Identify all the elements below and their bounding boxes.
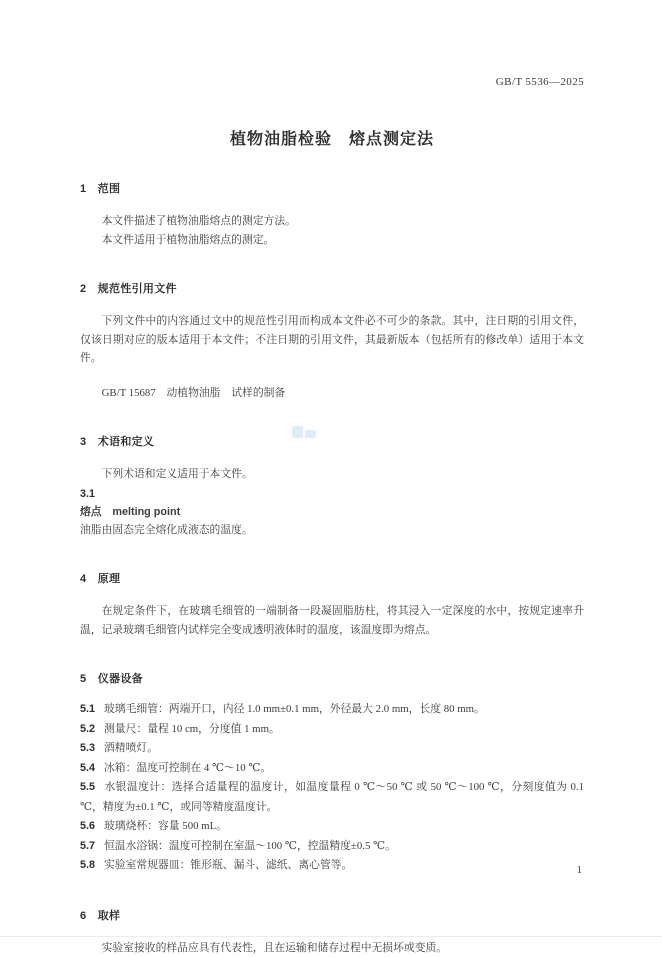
clause-text: 冰箱：温度可控制在 4 ℃～10 ℃。 bbox=[104, 762, 271, 774]
list-item bbox=[80, 739, 584, 759]
clause-text: 玻璃烧杯：容量 500 mL。 bbox=[104, 820, 227, 832]
list-item bbox=[80, 700, 584, 720]
section-principle bbox=[80, 570, 584, 639]
list-item bbox=[80, 856, 584, 876]
standard-number: GB/T 5536—2025 bbox=[80, 76, 584, 88]
clause-text: 恒温水浴锅：温度可控制在室温～100 ℃，控温精度±0.5 ℃。 bbox=[104, 840, 396, 852]
paragraph: 本文件适用于植物油脂熔点的测定。 bbox=[80, 231, 584, 250]
paragraph: 下列术语和定义适用于本文件。 bbox=[80, 465, 584, 483]
page-number: 1 bbox=[577, 864, 583, 876]
section-heading: 1 范围 bbox=[80, 180, 584, 196]
section-heading: 3 术语和定义 bbox=[80, 433, 584, 449]
section-heading: 6 取样 bbox=[80, 907, 584, 923]
clause-number: 5.8 bbox=[80, 859, 95, 871]
document-title: 植物油脂检验 熔点测定法 bbox=[80, 126, 584, 149]
clause-number: 5.6 bbox=[80, 820, 95, 832]
list-item bbox=[80, 720, 584, 740]
paragraph: 实验室接收的样品应具有代表性，且在运输和储存过程中无损坏或变质。 bbox=[80, 939, 584, 957]
apparatus-list bbox=[80, 700, 584, 876]
clause-text: 测量尺：量程 10 cm，分度值 1 mm。 bbox=[104, 723, 280, 735]
clause-number: 5.1 bbox=[80, 703, 95, 715]
clause-number: 5.7 bbox=[80, 840, 95, 852]
clause-text: 实验室常规器皿：锥形瓶、漏斗、滤纸、离心管等。 bbox=[104, 859, 352, 871]
section-heading: 2 规范性引用文件 bbox=[80, 280, 584, 296]
section-sampling bbox=[80, 907, 584, 957]
section-scope bbox=[80, 180, 584, 249]
clause-text: 玻璃毛细管：两端开口，内径 1.0 mm±0.1 mm，外径最大 2.0 mm，长度 80 mm。 bbox=[104, 703, 485, 715]
clause-text: 酒精喷灯。 bbox=[104, 742, 158, 754]
clause-text: 水银温度计：选择合适量程的温度计，如温度量程 0 ℃～50 ℃ 或 50 ℃～100 ℃，分刻度值为 0.1 ℃，精度为±0.1 ℃，或同等精度温度计。 bbox=[80, 781, 584, 813]
paragraph: 本文件描述了植物油脂熔点的测定方法。 bbox=[80, 212, 584, 231]
paragraph: 在规定条件下，在玻璃毛细管的一端制备一段凝固脂肪柱，将其浸入一定深度的水中，按规定速率升温，记录玻璃毛细管内试样完全变成透明液体时的温度，该温度即为熔点。 bbox=[80, 602, 584, 639]
section-terms-definitions bbox=[80, 433, 584, 539]
clause-number: 5.3 bbox=[80, 742, 95, 754]
clause-number: 5.4 bbox=[80, 762, 95, 774]
list-item bbox=[80, 817, 584, 837]
list-item bbox=[80, 759, 584, 779]
reference-entry: GB/T 15687 动植物油脂 试样的制备 bbox=[80, 384, 584, 403]
term-definition: 油脂由固态完全熔化成液态的温度。 bbox=[80, 521, 584, 539]
section-heading: 4 原理 bbox=[80, 570, 584, 586]
paragraph: 下列文件中的内容通过文中的规范性引用而构成本文件必不可少的条款。其中，注日期的引用文件，仅该日期对应的版本适用于本文件；不注日期的引用文件，其最新版本（包括所有的修改单）适用于本文件。 bbox=[80, 312, 584, 368]
clause-number: 5.5 bbox=[80, 781, 95, 793]
term-number: 3.1 bbox=[80, 485, 584, 503]
list-item bbox=[80, 837, 584, 857]
section-heading: 5 仪器设备 bbox=[80, 670, 584, 686]
list-item bbox=[80, 778, 584, 817]
section-normative-references bbox=[80, 280, 584, 402]
section-apparatus bbox=[80, 670, 584, 876]
clause-number: 5.2 bbox=[80, 723, 95, 735]
term-name: 熔点 melting point bbox=[80, 503, 584, 521]
